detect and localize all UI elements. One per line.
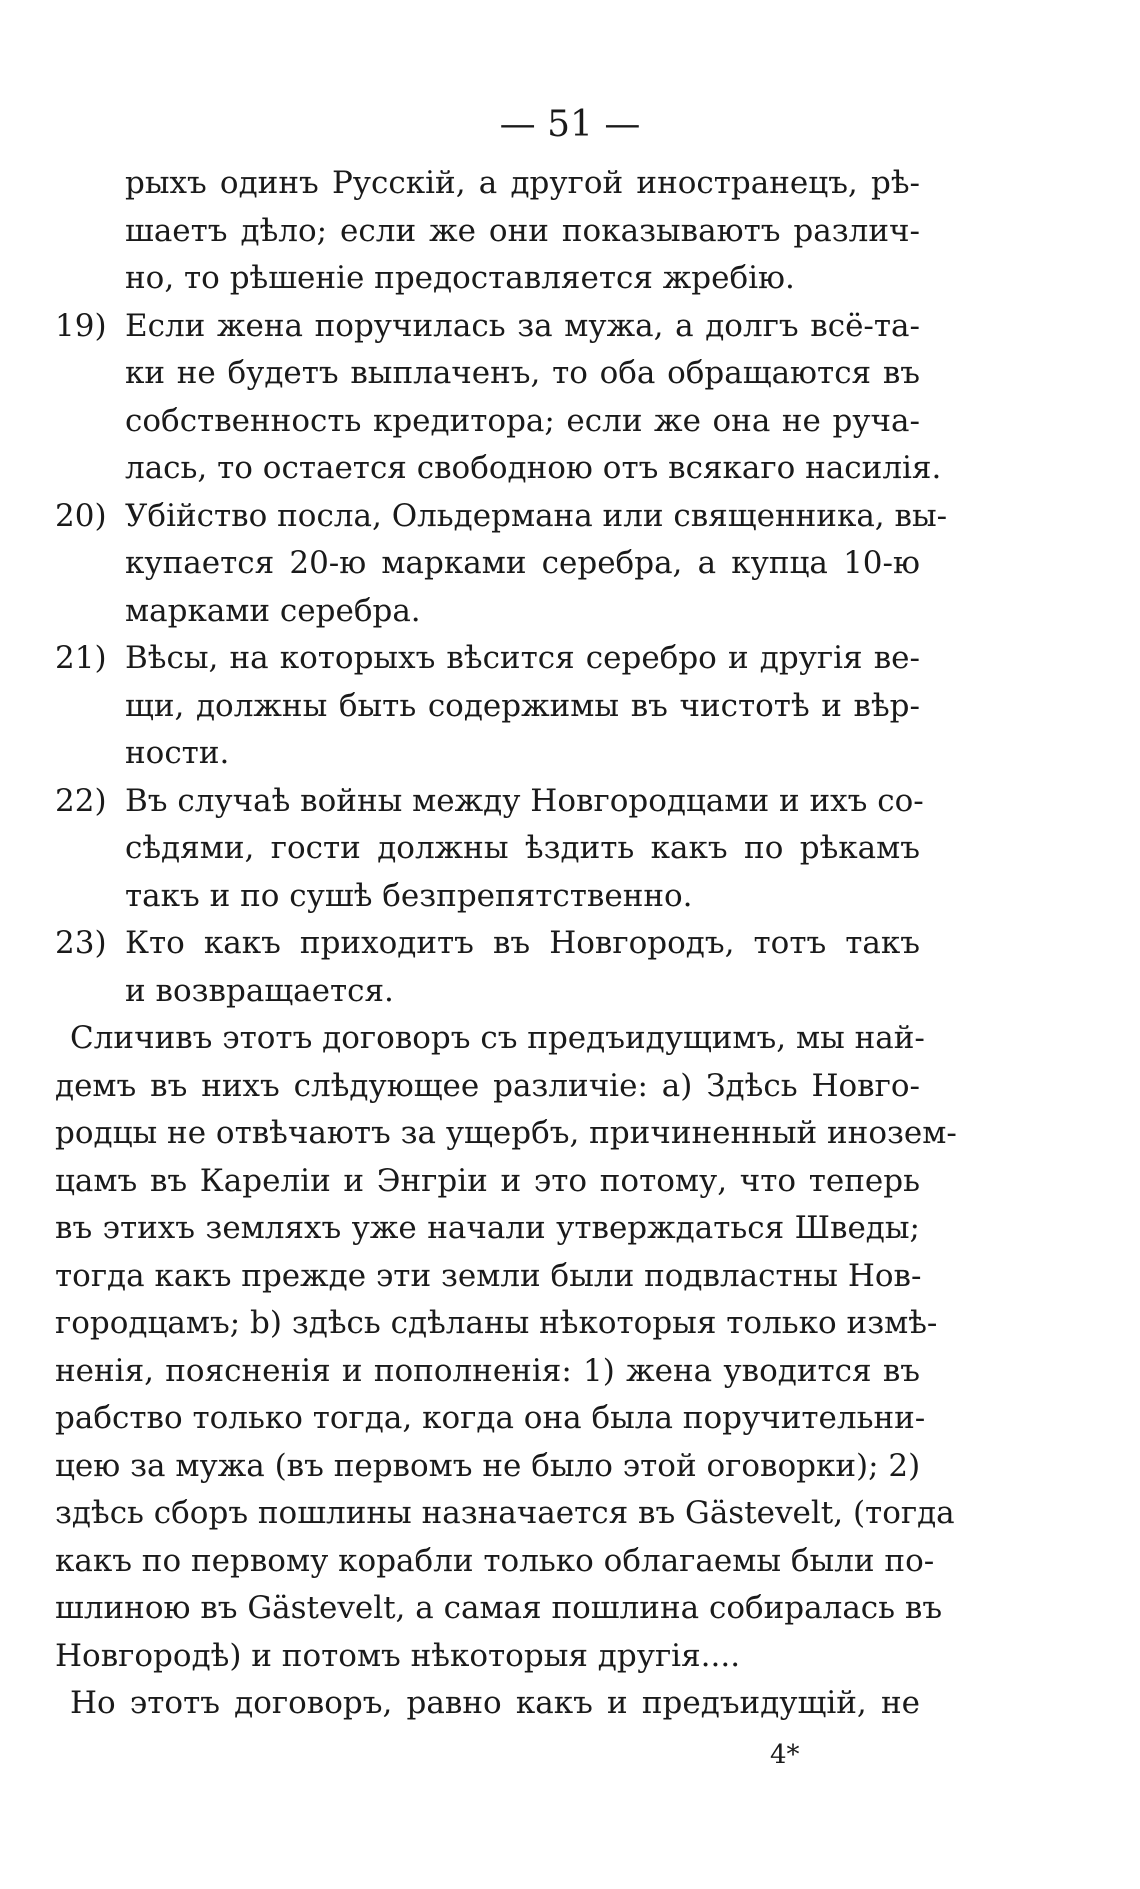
- item-23: 23) Кто какъ приходитъ въ Новгородъ, тотъ такъ: [55, 920, 920, 968]
- paragraph-line: Сличивъ этотъ договоръ съ предъидущимъ, мы най-: [70, 1020, 925, 1056]
- item-20: 20) Убійство посла, Ольдермана или священника, вы-: [55, 493, 920, 541]
- paragraph-line: тогда какъ прежде эти земли были подвластны Нов-: [55, 1257, 922, 1294]
- text-line: купается 20-ю марками серебра, а купца 10-ю: [125, 545, 920, 581]
- text-line: ности.: [125, 735, 230, 771]
- item-number: 23): [55, 925, 107, 961]
- item-number: 22): [55, 782, 107, 819]
- text-line: лась, то остается свободною отъ всякаго насилія.: [125, 450, 942, 486]
- item-19: 19) Если жена поручилась за мужа, а долгъ всё-та-: [55, 303, 920, 351]
- text-line: шаетъ дѣло; если же они показываютъ различ-: [125, 212, 920, 249]
- text-line: марками серебра.: [125, 592, 421, 629]
- paragraph-line: родцы не отвѣчаютъ за ущербъ, причиненный инозем-: [55, 1115, 957, 1151]
- page-number: — 51 —: [499, 104, 641, 145]
- item-22: 22) Въ случаѣ войны между Новгородцами и ихъ со-: [55, 778, 920, 826]
- paragraph-line: рабство только тогда, когда она была поручительни-: [55, 1400, 926, 1436]
- paragraph-line: какъ по первому корабли только облагаемы были по-: [55, 1542, 935, 1579]
- paragraph-line: Но этотъ договоръ, равно какъ и предъидущій, не: [70, 1685, 920, 1721]
- paragraph-line: ненія, поясненія и пополненія: 1) жена уводится въ: [55, 1352, 920, 1389]
- text-line: и возвращается.: [125, 972, 394, 1009]
- item-number: 19): [55, 307, 107, 344]
- paragraph-line: демъ въ нихъ слѣдующее различіе: а) Здѣсь Новго-: [55, 1067, 920, 1104]
- paragraph-line: шлиною въ Gästevelt, а самая пошлина собиралась въ: [55, 1590, 943, 1626]
- paragraph-line: въ этихъ земляхъ уже начали утверждаться Шведы;: [55, 1210, 920, 1246]
- text-line: щи, должны быть содержимы въ чистотѣ и вѣр-: [125, 687, 920, 724]
- body-text: [55, 160, 957, 1728]
- text-line: рыхъ одинъ Русскій, а другой иностранецъ, рѣ-: [125, 165, 920, 201]
- item-number: 21): [55, 640, 107, 676]
- item-number: 20): [55, 497, 107, 534]
- paragraph-line: цею за мужа (въ первомъ не было этой оговорки); 2): [55, 1447, 921, 1484]
- text-line: ки не будетъ выплаченъ, то оба обращаются въ: [125, 355, 920, 391]
- paragraph-line: Новгородѣ) и потомъ нѣкоторыя другія....: [55, 1637, 741, 1674]
- item-21: 21) Вѣсы, на которыхъ вѣсится серебро и другія ве-: [55, 635, 920, 683]
- text-line: сѣдями, гости должны ѣздить какъ по рѣкамъ: [125, 830, 920, 866]
- signature-mark: 4*: [770, 1740, 800, 1770]
- text-line: такъ и по сушѣ безпрепятственно.: [125, 877, 693, 914]
- text-line: но, то рѣшеніе предоставляется жребію.: [125, 260, 795, 296]
- paragraph-line: городцамъ; b) здѣсь сдѣланы нѣкоторыя только измѣ-: [55, 1305, 938, 1341]
- paragraph-line: здѣсь сборъ пошлины назначается въ Gästevelt, (тогда: [55, 1495, 955, 1531]
- paragraph-line: цамъ въ Кареліи и Энгріи и это потому, что теперь: [55, 1162, 920, 1199]
- text-line: собственность кредитора; если же она не руча-: [125, 402, 920, 439]
